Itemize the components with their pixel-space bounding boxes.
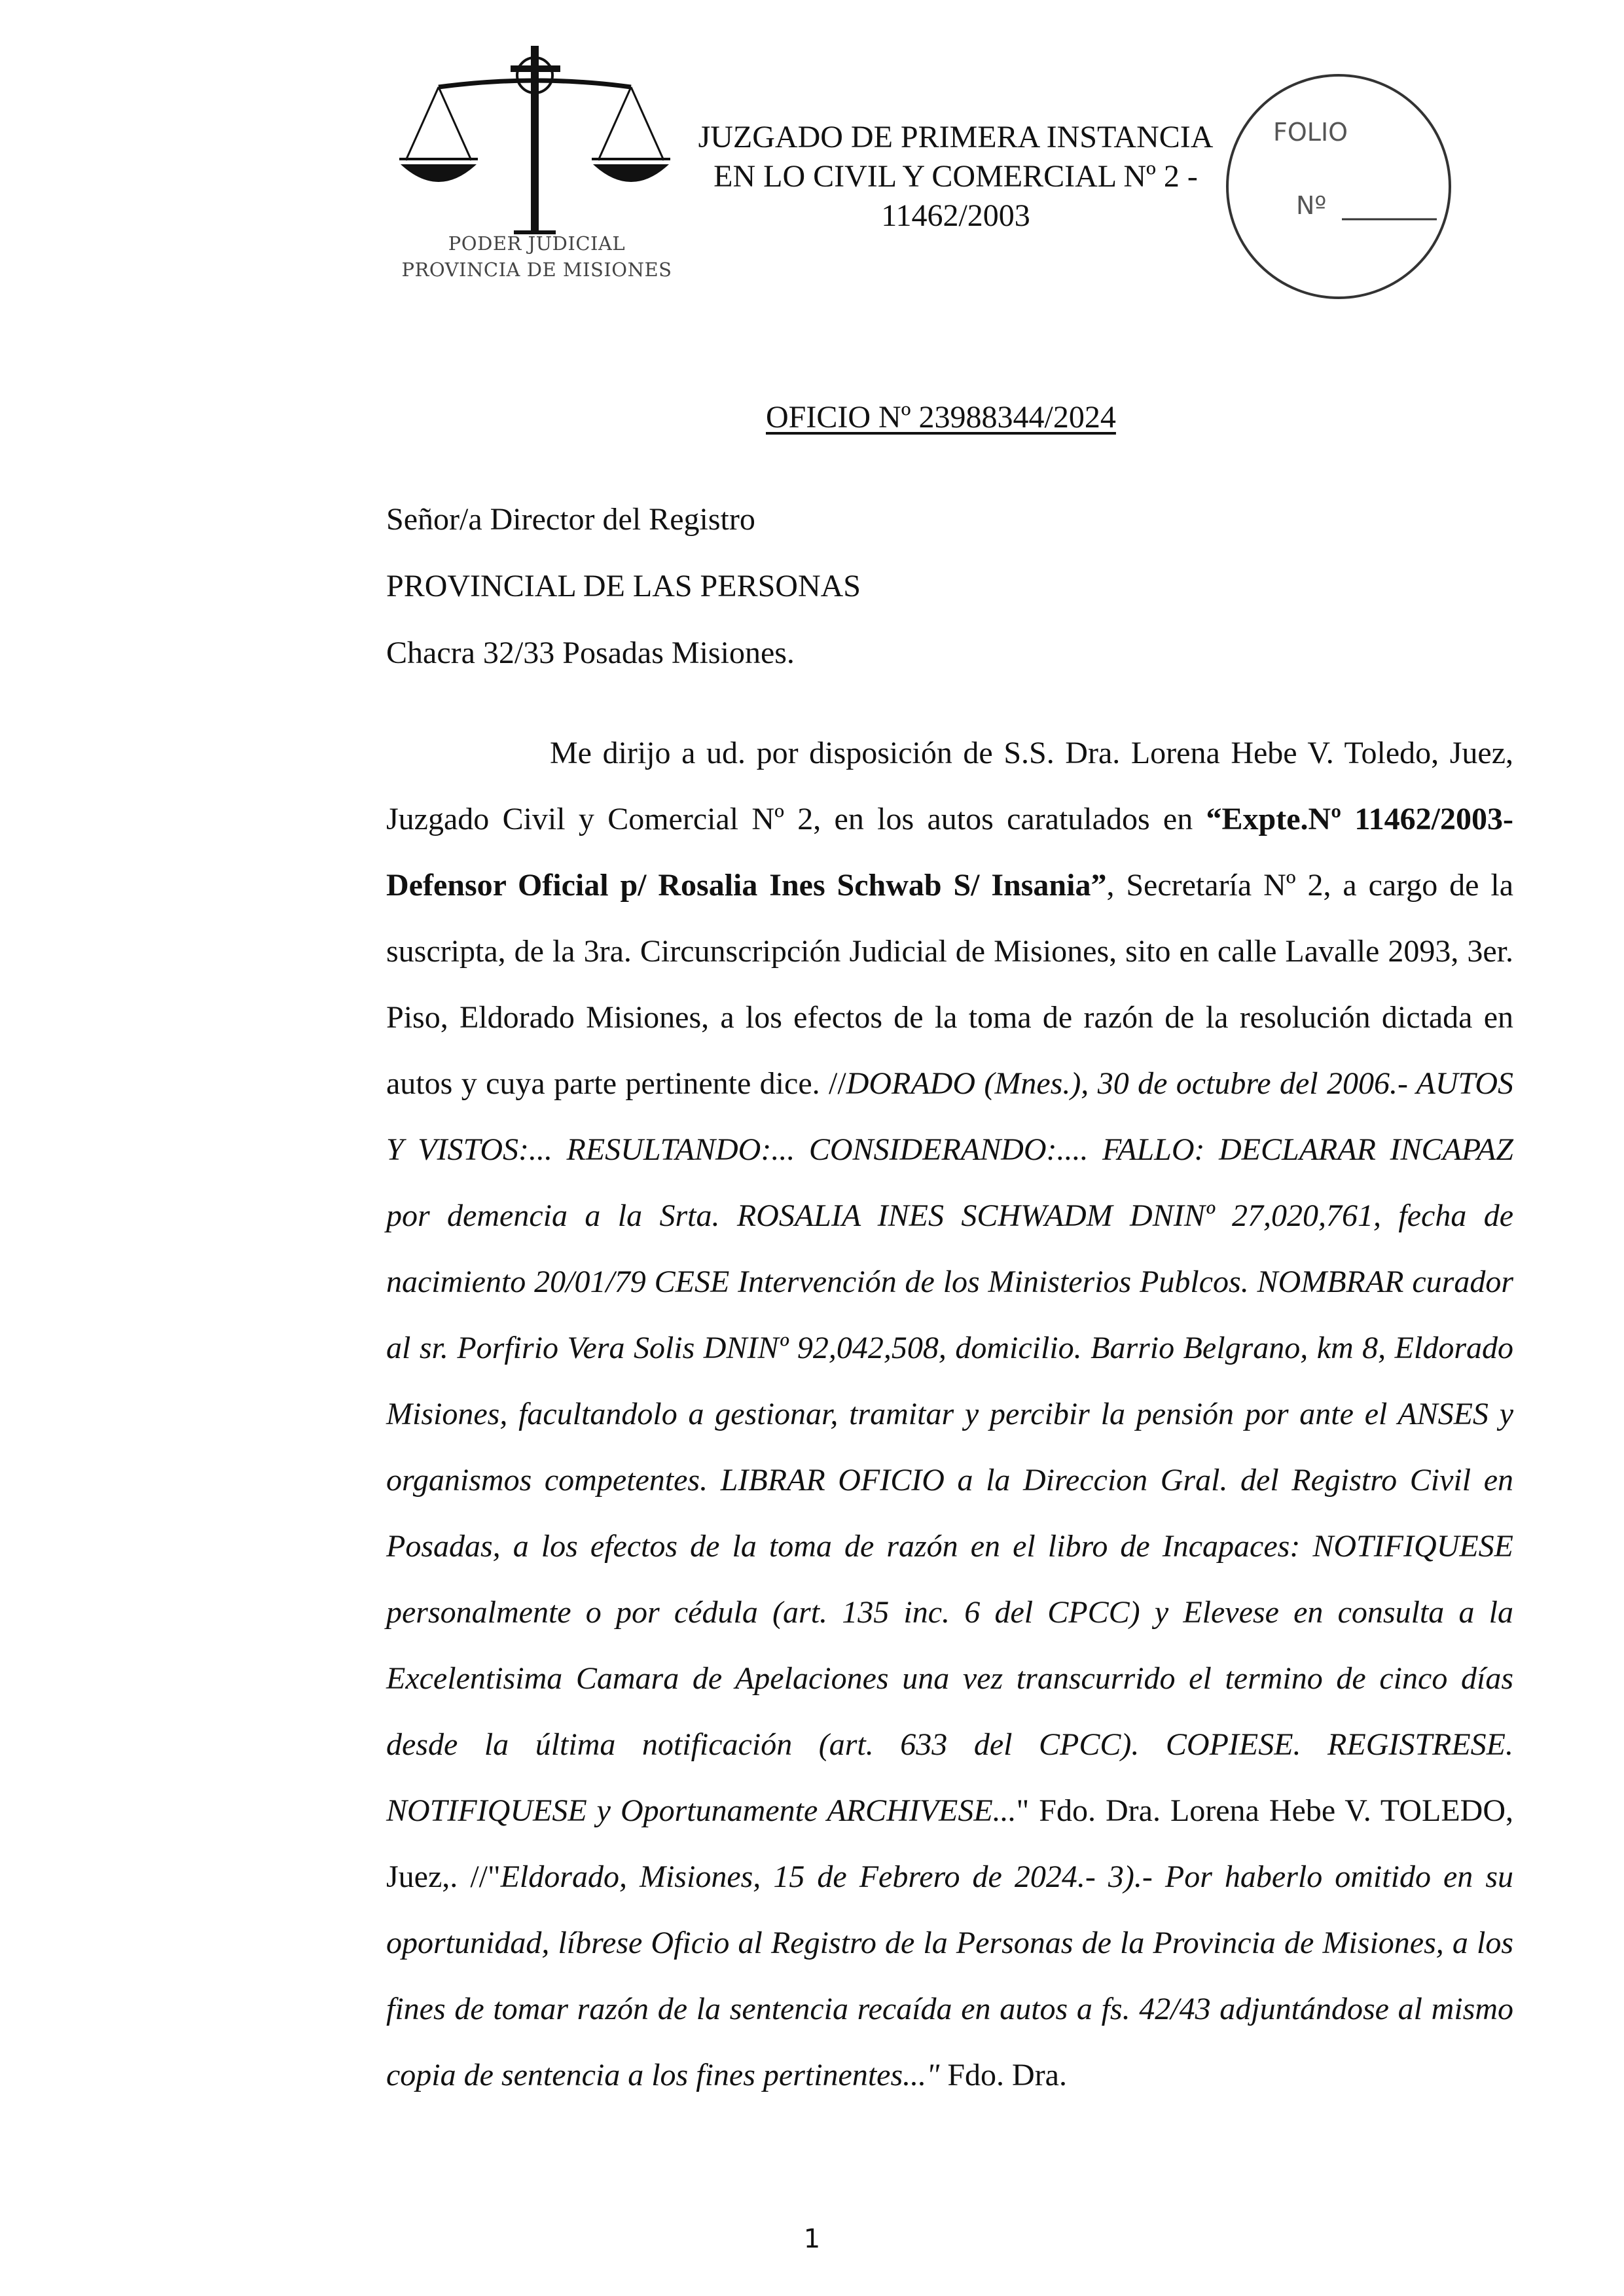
addressee-line-1: Señor/a Director del Registro bbox=[386, 502, 755, 537]
page-number: 1 bbox=[803, 2224, 821, 2254]
body-court-details: , Secretaría Nº 2, a cargo de la suscripta, de la 3ra. Circunscripción Judicial de Misiones, sito en calle Lavalle 2093, 3er. Piso, Eldorado Misiones, a los efectos de la toma de razón de la resolución dictada en autos y cuya parte pertinente dice. // bbox=[386, 868, 1514, 1101]
oficio-title: OFICIO Nº 23988344/2024 bbox=[766, 400, 1116, 435]
folio-label: FOLIO bbox=[1273, 118, 1348, 147]
ruling-2024-quote: Eldorado, Misiones, 15 de Febrero de 2024.- 3).- Por haberlo omitido en su oportunidad, líbrese Oficio al Registro de la Personas de la Provincia de Misiones, a los fines de tomar razón de la sentencia recaída en autos a fs. 42/43 adjuntándose al mismo copia de sentencia a los fines pertinentes..." bbox=[386, 1859, 1514, 2092]
body-intro: Me dirijo a ud. por disposición de S.S. Dra. Lorena Hebe V. Toledo, Juez, Juzgado Civil y Comercial Nº 2, en los autos caratulados en bbox=[386, 736, 1513, 836]
ruling-2006-quote: DORADO (Mnes.), 30 de octubre del 2006.- AUTOS Y VISTOS:... RESULTANDO:... CONSIDERANDO:.... FALLO: DECLARAR INCAPAZ por demencia a la Srta. ROSALIA INES SCHWADM DNINº 27,020,761, fecha de nacimiento 20/01/79 CESE Intervención de los Ministerios Publcos. NOMBRAR curador al sr. Porfirio Vera Solis DNINº 92,042,508, domicilio. Barrio Belgrano, km 8, Eldorado Misiones, facultandolo a gestionar, tramitar y percibir la pensión por ante el ANSES y organismos competentes. LIBRAR OFICIO a la Direccion Gral. del Registro Civil en Posadas, a los efectos de la toma de razón en el libro de Incapaces: NOTIFIQUESE personalmente o por cédula (art. 135 inc. 6 del CPCC) y Elevese en consulta a la Excelentisima Camara de Apelaciones una vez transcurrido el termino de cinco días desde la última notificación (art. 633 del CPCC). COPIESE. REGISTRESE. NOTIFIQUESE y Oportunamente ARCHIVESE... bbox=[386, 1066, 1513, 1828]
logo-line-1: PODER JUDICIAL bbox=[448, 232, 626, 255]
court-heading-line-2: EN LO CIVIL Y COMERCIAL Nº 2 - bbox=[713, 159, 1198, 194]
court-heading-line-3: 11462/2003 bbox=[881, 198, 1030, 233]
court-heading bbox=[674, 118, 1237, 236]
folio-number-label: Nº bbox=[1296, 191, 1327, 220]
folio-stamp bbox=[1214, 62, 1476, 324]
ruling-signature: " Fdo. Dra. Lorena Hebe V. TOLEDO, Juez,. //" bbox=[386, 1793, 1514, 1894]
court-heading-line-1: JUZGADO DE PRIMERA INSTANCIA bbox=[698, 120, 1214, 154]
logo-line-2: PROVINCIA DE MISIONES bbox=[401, 259, 672, 281]
addressee-line-2: PROVINCIAL DE LAS PERSONAS bbox=[386, 569, 861, 603]
addressee-line-3: Chacra 32/33 Posadas Misiones. bbox=[386, 636, 795, 670]
case-caption: “Expte.Nº 11462/2003- Defensor Oficial p/ Rosalia Ines Schwab S/ Insania” bbox=[386, 802, 1514, 903]
ruling-2024-signature: Fdo. Dra. bbox=[939, 2058, 1067, 2092]
oficio-body bbox=[386, 720, 1513, 2108]
